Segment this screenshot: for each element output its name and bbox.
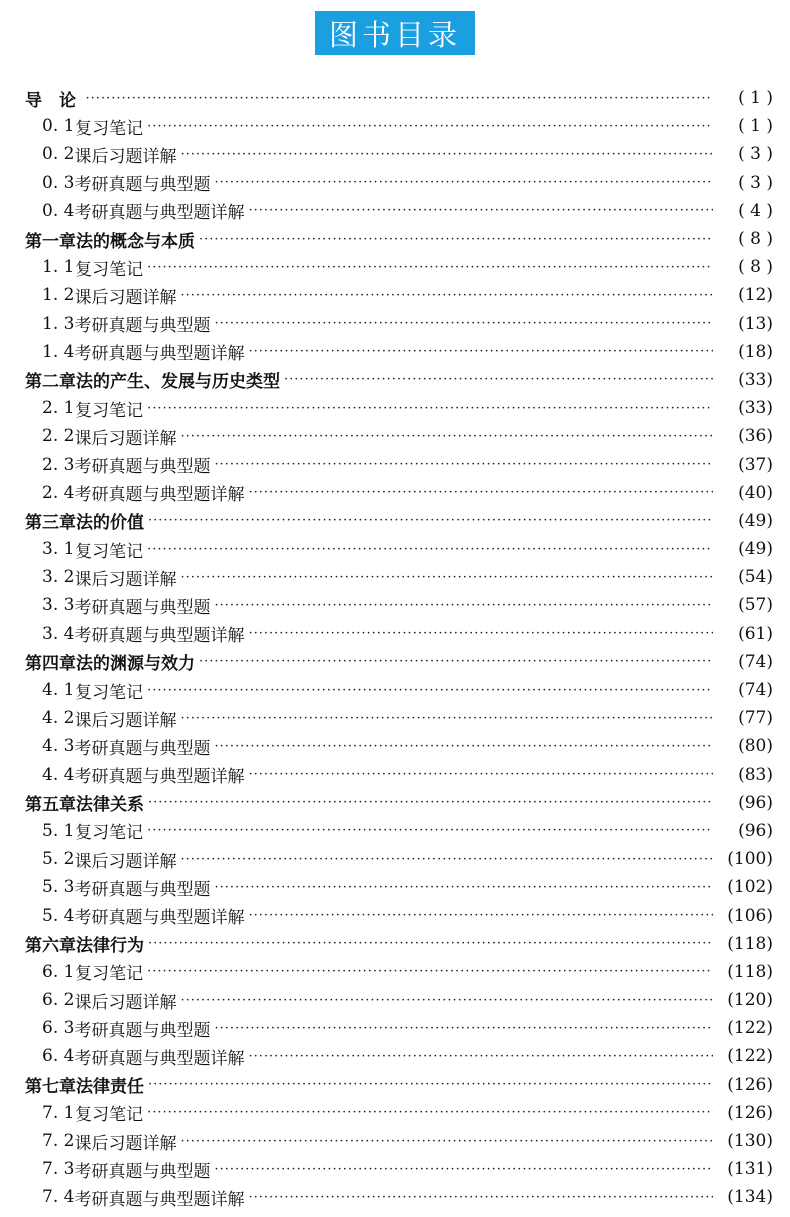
toc-entry-number: 6. 1 (42, 961, 75, 982)
table-of-contents (25, 84, 773, 1212)
leader-dots (248, 344, 713, 359)
leader-dots (147, 964, 713, 979)
toc-page-number: (126) (727, 1102, 773, 1123)
toc-entry-number: 0. 2 (42, 144, 75, 165)
toc-entry-number: 第四章 (25, 654, 76, 675)
leader-dots (214, 739, 713, 754)
toc-page-number: ( 3 ) (738, 144, 773, 165)
leader-dots (180, 570, 713, 585)
toc-entry-number: 2. 2 (42, 426, 75, 447)
toc-page-number: (96) (738, 820, 773, 841)
toc-page-number: (49) (738, 539, 773, 560)
toc-entry-number: 0. 1 (42, 116, 75, 137)
toc-section-row[interactable] (25, 817, 773, 845)
toc-section-row[interactable] (25, 1155, 773, 1183)
toc-entry-number: 第五章 (25, 795, 76, 816)
toc-entry-title: 复习笔记 (75, 541, 144, 562)
toc-entry-number: 1. 4 (42, 341, 75, 362)
toc-entry-title: 课后习题详解 (74, 569, 177, 590)
toc-page-number: ( 1 ) (738, 88, 773, 109)
leader-dots (147, 683, 713, 698)
toc-chapter-row[interactable] (25, 930, 773, 958)
toc-page-number: (134) (727, 1187, 773, 1208)
toc-entry-title: 复习笔记 (75, 118, 144, 139)
leader-dots (214, 880, 713, 895)
toc-page-number: (40) (738, 482, 773, 503)
toc-chapter-row[interactable] (25, 648, 773, 676)
toc-entry-title: 课后习题详解 (74, 710, 177, 731)
toc-page-number: ( 8 ) (738, 257, 773, 278)
toc-section-row[interactable] (25, 676, 773, 704)
toc-section-row[interactable] (25, 112, 773, 140)
toc-entry-number: 6. 2 (42, 990, 75, 1011)
toc-entry-number: 4. 3 (42, 736, 75, 757)
toc-entry-number: 导 论 (25, 90, 76, 111)
toc-entry-number: 3. 3 (42, 595, 75, 616)
page-title: 图书目录 (315, 11, 475, 55)
toc-section-row[interactable] (25, 732, 773, 760)
toc-page-number: (118) (727, 933, 773, 954)
toc-page-number: (83) (738, 764, 773, 785)
toc-section-row[interactable] (25, 761, 773, 789)
toc-entry-title: 考研真题与典型题 (74, 175, 211, 196)
toc-entry-title: 考研真题与典型题详解 (74, 1189, 245, 1210)
toc-page-number: ( 4 ) (738, 200, 773, 221)
toc-page-number: (118) (727, 961, 773, 982)
leader-dots (284, 372, 713, 387)
leader-dots (180, 429, 713, 444)
toc-page-number: (130) (727, 1131, 773, 1152)
toc-entry-number: 0. 3 (42, 172, 75, 193)
toc-page-number: (96) (738, 792, 773, 813)
toc-page-number: ( 8 ) (738, 229, 773, 250)
toc-chapter-row[interactable] (25, 225, 773, 253)
toc-section-row[interactable] (25, 422, 773, 450)
toc-page-number: ( 3 ) (738, 172, 773, 193)
leader-dots (214, 1162, 713, 1177)
toc-page-number: (33) (738, 398, 773, 419)
leader-dots (248, 485, 713, 500)
toc-page-number: (80) (738, 736, 773, 757)
leader-dots (248, 626, 713, 641)
toc-entry-number: 第七章 (25, 1077, 76, 1098)
toc-chapter-row[interactable] (25, 789, 773, 817)
toc-page-number: (37) (738, 454, 773, 475)
toc-entry-number: 5. 3 (42, 877, 75, 898)
toc-entry-title: 考研真题与典型题 (74, 1161, 211, 1182)
toc-entry-title: 课后习题详解 (74, 287, 177, 308)
leader-dots (214, 316, 713, 331)
toc-page-number: (61) (738, 623, 773, 644)
toc-section-row[interactable] (25, 704, 773, 732)
toc-page-number: (131) (727, 1159, 773, 1180)
toc-page-number: ( 1 ) (738, 116, 773, 137)
toc-entry-title: 考研真题与典型题 (74, 316, 211, 337)
toc-entry-number: 5. 2 (42, 849, 75, 870)
toc-section-row[interactable] (25, 958, 773, 986)
toc-page-number: (18) (738, 341, 773, 362)
toc-entry-number: 1. 1 (42, 257, 75, 278)
toc-entry-number: 1. 2 (42, 285, 75, 306)
toc-page-number: (12) (738, 285, 773, 306)
leader-dots (180, 288, 713, 303)
leader-dots (180, 147, 713, 162)
toc-entry-title: 考研真题与典型题详解 (74, 485, 245, 506)
toc-section-row[interactable] (25, 1042, 773, 1070)
toc-entry-number: 7. 3 (42, 1159, 75, 1180)
leader-dots (199, 232, 713, 247)
toc-entry-title: 考研真题与典型题 (74, 738, 211, 759)
toc-entry-title: 考研真题与典型题详解 (74, 908, 245, 929)
toc-entry-title: 课后习题详解 (74, 428, 177, 449)
toc-page-number: (122) (727, 1018, 773, 1039)
toc-page-number: (54) (738, 567, 773, 588)
leader-dots (248, 203, 713, 218)
toc-section-row[interactable] (25, 253, 773, 281)
toc-section-row[interactable] (25, 1099, 773, 1127)
toc-entry-title: 复习笔记 (75, 964, 144, 985)
toc-entry-number: 0. 4 (42, 200, 75, 221)
toc-section-row[interactable] (25, 1014, 773, 1042)
toc-section-row[interactable] (25, 1127, 773, 1155)
toc-entry-title: 复习笔记 (75, 259, 144, 280)
toc-entry-title: 考研真题与典型题 (74, 597, 211, 618)
toc-page-number: (49) (738, 510, 773, 531)
toc-entry-number: 第六章 (25, 936, 76, 957)
leader-dots (180, 852, 713, 867)
toc-entry-number: 5. 1 (42, 820, 75, 841)
toc-entry-title: 考研真题与典型题详解 (74, 767, 245, 788)
toc-entry-number: 第二章 (25, 372, 76, 393)
leader-dots (180, 711, 713, 726)
leader-dots (214, 598, 713, 613)
toc-page-number: (102) (727, 877, 773, 898)
leader-dots (147, 1105, 713, 1120)
toc-section-row[interactable] (25, 563, 773, 591)
toc-section-row[interactable] (25, 169, 773, 197)
leader-dots (248, 1190, 713, 1205)
leader-dots (147, 542, 713, 557)
leader-dots (214, 1021, 713, 1036)
toc-chapter-row[interactable] (25, 507, 773, 535)
toc-section-row[interactable] (25, 1183, 773, 1211)
toc-entry-title: 考研真题与典型题详解 (74, 203, 245, 224)
toc-entry-number: 第三章 (25, 513, 76, 534)
toc-section-row[interactable] (25, 394, 773, 422)
toc-entry-title: 法律关系 (76, 795, 144, 816)
toc-entry-title: 法的价值 (76, 513, 144, 534)
toc-chapter-row[interactable] (25, 366, 773, 394)
toc-entry-number: 4. 1 (42, 680, 75, 701)
leader-dots (148, 795, 713, 810)
leader-dots (148, 1077, 713, 1092)
leader-dots (214, 457, 713, 472)
toc-entry-number: 4. 2 (42, 708, 75, 729)
toc-page-number: (36) (738, 426, 773, 447)
leader-dots (147, 119, 713, 134)
toc-entry-title: 复习笔记 (75, 682, 144, 703)
toc-entry-title: 法的渊源与效力 (76, 654, 195, 675)
title-banner (0, 11, 790, 55)
toc-entry-title: 复习笔记 (75, 400, 144, 421)
toc-entry-number: 7. 2 (42, 1131, 75, 1152)
leader-dots (180, 1134, 713, 1149)
toc-entry-number: 4. 4 (42, 764, 75, 785)
toc-page-number: (106) (727, 905, 773, 926)
leader-dots (86, 91, 713, 106)
toc-entry-title: 法的概念与本质 (76, 231, 195, 252)
toc-entry-title: 复习笔记 (75, 1105, 144, 1126)
toc-entry-number: 6. 3 (42, 1018, 75, 1039)
toc-section-row[interactable] (25, 281, 773, 309)
toc-entry-title: 考研真题与典型题详解 (74, 626, 245, 647)
toc-page-number: (57) (738, 595, 773, 616)
toc-page-number: (33) (738, 369, 773, 390)
toc-chapter-row[interactable] (25, 84, 773, 112)
toc-section-row[interactable] (25, 986, 773, 1014)
toc-page-number: (100) (727, 849, 773, 870)
toc-entry-title: 课后习题详解 (74, 992, 177, 1013)
toc-entry-number: 2. 4 (42, 482, 75, 503)
toc-entry-number: 5. 4 (42, 905, 75, 926)
toc-entry-number: 6. 4 (42, 1046, 75, 1067)
toc-page-number: (126) (727, 1074, 773, 1095)
toc-entry-title: 课后习题详解 (74, 851, 177, 872)
leader-dots (199, 654, 713, 669)
toc-section-row[interactable] (25, 140, 773, 168)
toc-page-number: (74) (738, 680, 773, 701)
toc-page-number: (120) (727, 990, 773, 1011)
toc-entry-number: 3. 1 (42, 539, 75, 560)
toc-section-row[interactable] (25, 338, 773, 366)
leader-dots (148, 513, 713, 528)
toc-section-row[interactable] (25, 535, 773, 563)
toc-entry-number: 7. 4 (42, 1187, 75, 1208)
leader-dots (148, 936, 713, 951)
toc-section-row[interactable] (25, 845, 773, 873)
toc-entry-title: 法的产生、发展与历史类型 (76, 372, 280, 393)
toc-entry-title: 考研真题与典型题 (74, 879, 211, 900)
toc-entry-title: 课后习题详解 (74, 146, 177, 167)
toc-section-row[interactable] (25, 197, 773, 225)
toc-entry-number: 3. 2 (42, 567, 75, 588)
toc-entry-number: 3. 4 (42, 623, 75, 644)
toc-section-row[interactable] (25, 479, 773, 507)
toc-section-row[interactable] (25, 591, 773, 619)
leader-dots (248, 908, 713, 923)
toc-entry-title: 考研真题与典型题详解 (74, 344, 245, 365)
toc-page-number: (77) (738, 708, 773, 729)
toc-page-number: (74) (738, 651, 773, 672)
toc-entry-number: 7. 1 (42, 1102, 75, 1123)
toc-section-row[interactable] (25, 310, 773, 338)
toc-entry-title: 法律责任 (76, 1077, 144, 1098)
leader-dots (147, 823, 713, 838)
toc-section-row[interactable] (25, 901, 773, 929)
leader-dots (147, 260, 713, 275)
toc-entry-title: 考研真题与典型题 (74, 1020, 211, 1041)
toc-entry-title: 考研真题与典型题 (74, 457, 211, 478)
toc-entry-number: 第一章 (25, 231, 76, 252)
toc-section-row[interactable] (25, 873, 773, 901)
leader-dots (248, 767, 713, 782)
toc-page-number: (13) (738, 313, 773, 334)
toc-entry-title: 课后习题详解 (74, 1133, 177, 1154)
leader-dots (180, 993, 713, 1008)
toc-section-row[interactable] (25, 620, 773, 648)
toc-entry-title: 考研真题与典型题详解 (74, 1048, 245, 1069)
leader-dots (214, 175, 713, 190)
toc-entry-number: 1. 3 (42, 313, 75, 334)
toc-section-row[interactable] (25, 450, 773, 478)
toc-entry-title: 复习笔记 (75, 823, 144, 844)
leader-dots (248, 1049, 713, 1064)
toc-entry-title: 法律行为 (76, 936, 144, 957)
toc-chapter-row[interactable] (25, 1071, 773, 1099)
leader-dots (147, 401, 713, 416)
toc-entry-number: 2. 3 (42, 454, 75, 475)
toc-entry-number: 2. 1 (42, 398, 75, 419)
toc-page-number: (122) (727, 1046, 773, 1067)
